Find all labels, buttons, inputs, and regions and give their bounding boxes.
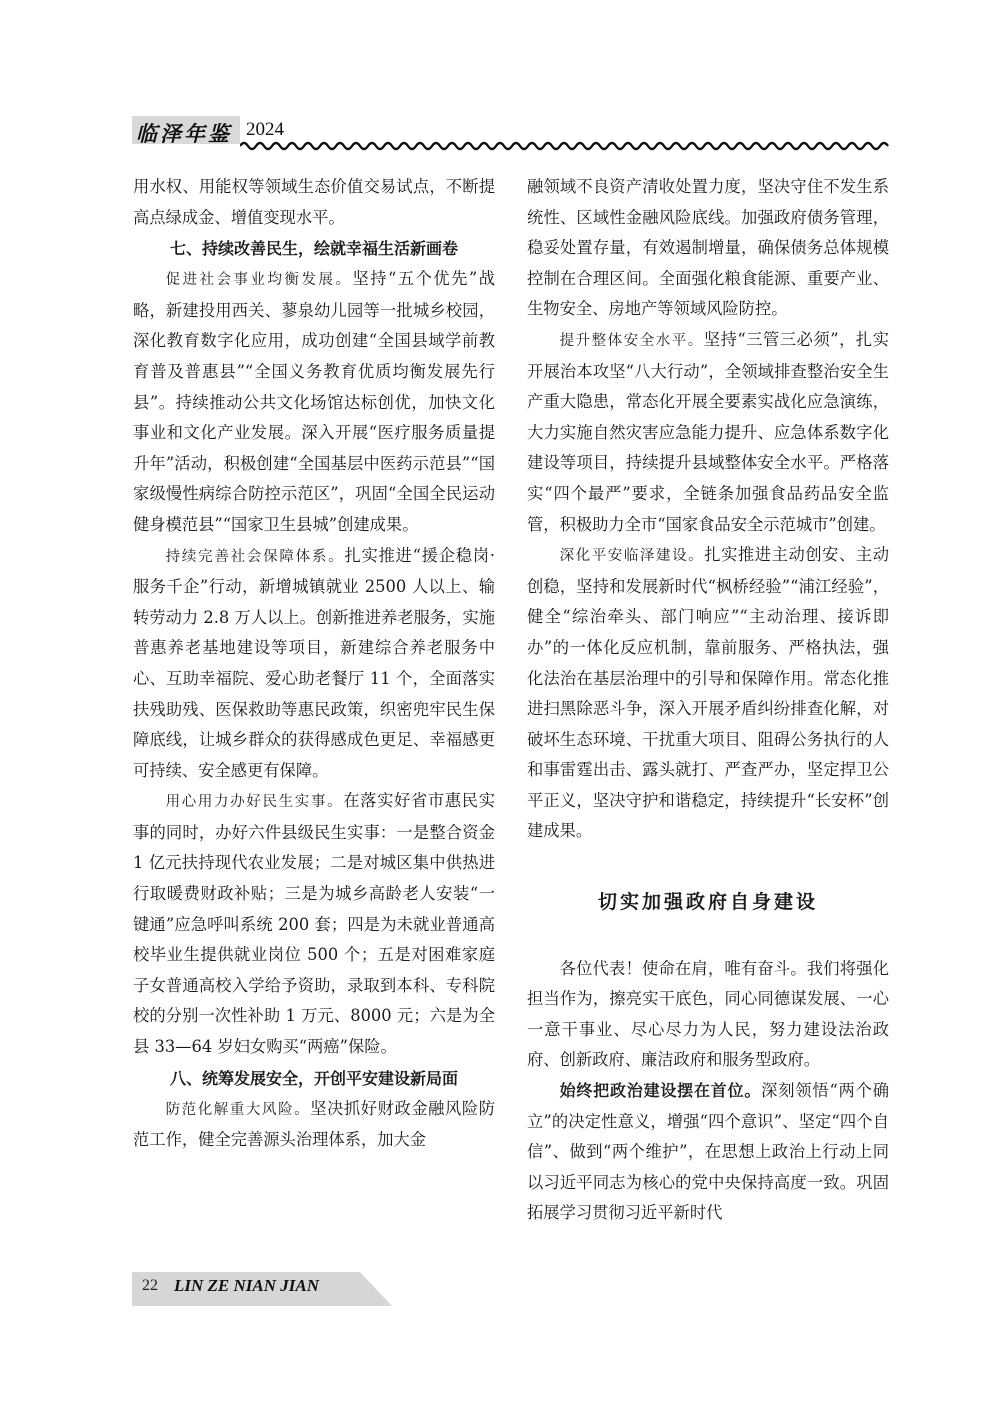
- page-header: [132, 112, 888, 150]
- paragraph-body: 坚持“五个优先”战略，新建投用西关、蓼泉幼儿园等一批城乡校园，深化教育数字化应用，成功创建“全国县域学前教育普及普惠县”“全国义务教育优质均衡发展先行县”。持续推动公共文化场馆达标创优，加快文化事业和文化产业发展。深入开展“医疗服务质量提升年”活动，积极创建“全国基层中医药示范县”“国家级慢性病综合防控示范区”，巩固“全国全民运动健身模范县”“国家卫生县城”创建成果。: [133, 269, 495, 534]
- journal-name: LIN ZE NIAN JIAN: [174, 1276, 319, 1295]
- paragraph: [133, 541, 495, 787]
- paragraph-lead: 用心用力办好民生实事。: [165, 794, 344, 811]
- paragraph-body: 坚决抓好财政金融风险防范工作，健全完善源头治理体系，加大金: [133, 1098, 495, 1150]
- yearbook-logo-box: [132, 116, 240, 144]
- paragraph: 用水权、用能权等领域生态价值交易试点，不断提高点绿成金、增值变现水平。: [133, 177, 495, 227]
- right-column: [527, 172, 889, 1229]
- paragraph-body: 在落实好省市惠民实事的同时，办好六件县级民生实事：一是整合资金 1 亿元扶持现代农业发展；二是对城区集中供热进行取暖费财政补贴；三是为城乡高龄老人安装“一键通”应急呼叫系统 200 套；四是为未就业普通高校毕业生提供就业岗位 500 个；五是对困难家庭子女普通高校入学给予资助，录取到本科、专科院校的分别一次性补助 1 万元、8000 元；六是为全县 33—64 岁妇女购买“两癌”保险。: [133, 791, 495, 1057]
- left-column: [133, 172, 495, 1156]
- paragraph-body: 坚持“三管三必须”，扎实开展治本攻坚“八大行动”，全领域排查整治安全生产重大隐患，常态化开展全要素实战化应急演练，大力实施自然灾害应急能力提升、应急体系数字化建设等项目，持续提升县域整体安全水平。严格落实“四个最严”要求，全链条加强食品药品安全监管，积极助力全市“国家食品安全示范城市”创建。: [527, 329, 889, 534]
- paragraph-lead: 始终把政治建设摆在首位。: [559, 1081, 762, 1101]
- page-number: 22: [142, 1277, 158, 1294]
- paragraph-lead: 持续完善社会保障体系。: [165, 548, 345, 565]
- header-wave-rule: [240, 140, 890, 152]
- paragraph-lead: 深化平安临泽建设。: [559, 548, 705, 565]
- paragraph: [133, 264, 495, 540]
- paragraph: [527, 325, 889, 540]
- paragraph: [133, 786, 495, 1062]
- paragraph: 各位代表！使命在肩，唯有奋斗。我们将强化担当作为，擦亮实干底色，同心同德谋发展、一心一意干事业、尽心尽力为人民，努力建设法治政府、创新政府、廉洁政府和服务型政府。: [527, 958, 889, 1070]
- paragraph-body: 扎实推进主动创安、主动创稳，坚持和发展新时代“枫桥经验”“浦江经验”，健全“综治牵头、部门响应”“主动治理、接诉即办”的一体化反应机制，靠前服务、严格执法，强化法治在基层治理中的引导和保障作用。常态化推进扫黑除恶斗争，深入开展矛盾纠纷排查化解，对破坏生态环境、干扰重大项目、阻碍公务执行的人和事雷霆出击、露头就打、严查严办，坚定捍卫公平正义，坚决守护和谐稳定，持续提升“长安杯”创建成果。: [527, 545, 889, 841]
- paragraph: [527, 1076, 889, 1229]
- paragraph: [133, 1094, 495, 1156]
- page-footer: [132, 1272, 392, 1306]
- paragraph-lead: 提升整体安全水平。: [559, 332, 704, 349]
- header-year: 2024: [246, 119, 284, 140]
- paragraph-body: 深刻领悟“两个确立”的决定性意义，增强“四个意识”、坚定“四个自信”、做到“两个维护”，在思想上政治上行动上同以习近平同志为核心的党中央保持高度一致。巩固拓展学习贯彻习近平新时代: [527, 1081, 889, 1223]
- section-heading-7: 七、持续改善民生，绘就幸福生活新画卷: [169, 239, 458, 259]
- paragraph-lead: 促进社会事业均衡发展。: [165, 272, 353, 289]
- paragraph-body: 扎实推进“援企稳岗·服务千企”行动，新增城镇就业 2500 人以上、输转劳动力 2.8 万人以上。创新推进养老服务，实施普惠养老基地建设等项目，新建综合养老服务中心、互助幸福院、爱心助老餐厅 11 个，全面落实扶残助残、医保救助等惠民政策，织密兜牢民生保障底线，让城乡群众的获得感成色更足、幸福感更可持续、安全感更有保障。: [133, 545, 496, 780]
- yearbook-logo: 临泽年鉴: [136, 121, 232, 146]
- section-heading-8: 八、统筹发展安全，开创平安建设新局面: [169, 1068, 458, 1088]
- section-title: 切实加强政府自身建设: [597, 891, 818, 914]
- paragraph-lead: 防范化解重大风险。: [165, 1101, 311, 1118]
- paragraph: [527, 540, 889, 847]
- paragraph: 融领域不良资产清收处置力度，坚决守住不发生系统性、区域性金融风险底线。加强政府债务管理，稳妥处置存量，有效遏制增量，确保债务总体规模控制在合理区间。全面强化粮食能源、重要产业、生物安全、房地产等领域风险防控。: [527, 177, 889, 319]
